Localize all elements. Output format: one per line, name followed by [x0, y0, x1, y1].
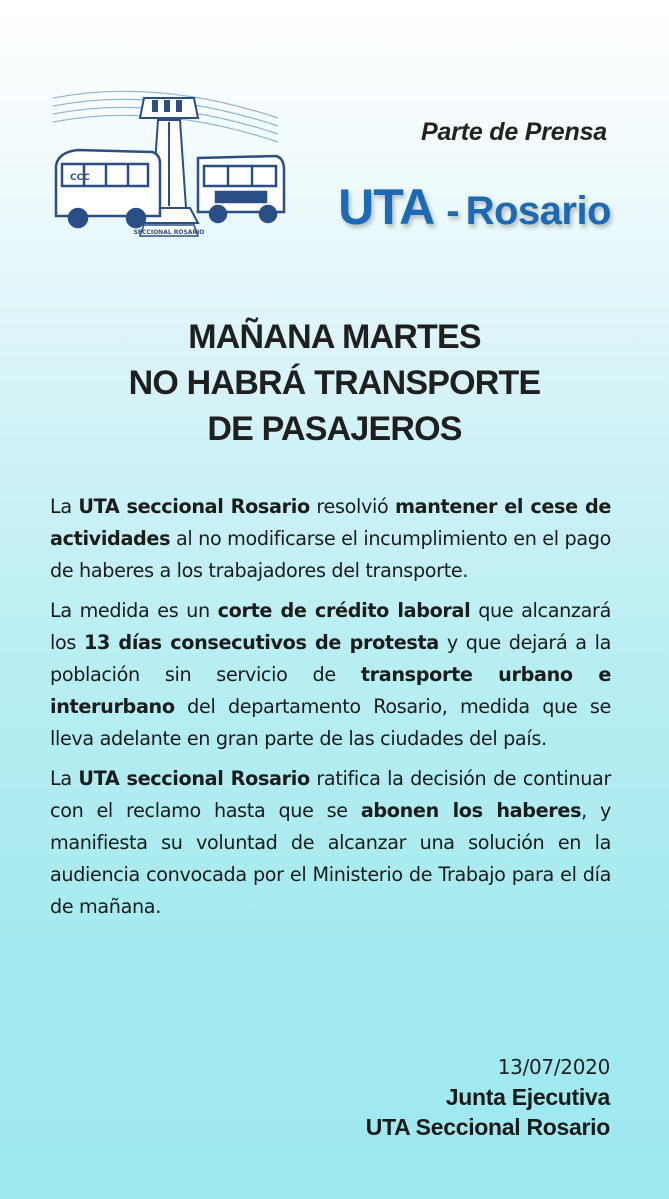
paragraph-2: [50, 595, 611, 755]
press-body: [50, 491, 611, 931]
p1-run: resolvió: [309, 495, 395, 518]
headline-line-2: NO HABRÁ TRANSPORTE: [128, 364, 541, 402]
p1-bold-run: UTA seccional Rosario: [78, 495, 310, 518]
p3-bold-run: UTA seccional Rosario: [78, 767, 310, 790]
p1-run: La: [50, 495, 79, 518]
brand-title: [338, 178, 611, 236]
p1-bold-run: mantener el cese de actividades: [50, 495, 611, 550]
p2-bold-run: transporte urbano e interurbano: [50, 663, 611, 718]
headline: [0, 314, 669, 452]
paragraph-3: [50, 763, 611, 923]
signature-block: [366, 1052, 610, 1142]
p2-run: La medida es un: [50, 599, 218, 622]
brand-dash: -: [446, 189, 460, 233]
svg-text:CCC: CCC: [70, 173, 90, 183]
p3-bold-run: abonen los haberes: [360, 799, 582, 822]
p2-bold-run: 13 días consecutivos de protesta: [83, 631, 439, 654]
headline-line-1: MAÑANA MARTES: [188, 318, 481, 356]
p2-run: del departamento Rosario, medida que se lleva adelante en gran parte de las ciudades del país.: [50, 695, 611, 750]
release-date: 13/07/2020: [497, 1055, 610, 1079]
p1-run: al no modificarse el incumplimiento en el pago de haberes a los trabajadores del transporte.: [50, 527, 611, 582]
press-release-label: Parte de Prensa: [421, 118, 607, 146]
p3-run: La: [50, 767, 79, 790]
p3-run: ratifica la decisión de continuar con el reclamo hasta que se: [50, 767, 611, 822]
p2-bold-run: corte de crédito laboral: [217, 599, 471, 622]
p2-run: y que dejará a la población sin servicio de: [50, 631, 611, 686]
p3-run: , y manifiesta su voluntad de alcanzar una solución en la audiencia convocada por el Ministerio de Trabajo para el día de mañana.: [50, 799, 611, 918]
headline-line-3: DE PASAJEROS: [207, 410, 462, 448]
brand-main: UTA: [338, 179, 435, 235]
signature-organization: UTA Seccional Rosario: [365, 1114, 610, 1140]
p2-run: que alcanzará los: [50, 599, 611, 654]
brand-city: Rosario: [465, 189, 611, 233]
uta-rosario-logo: [48, 78, 288, 240]
signature-body: Junta Ejecutiva: [445, 1084, 610, 1110]
paragraph-1: [50, 491, 611, 587]
svg-text:SECCIONAL ROSARIO: SECCIONAL ROSARIO: [133, 229, 205, 236]
